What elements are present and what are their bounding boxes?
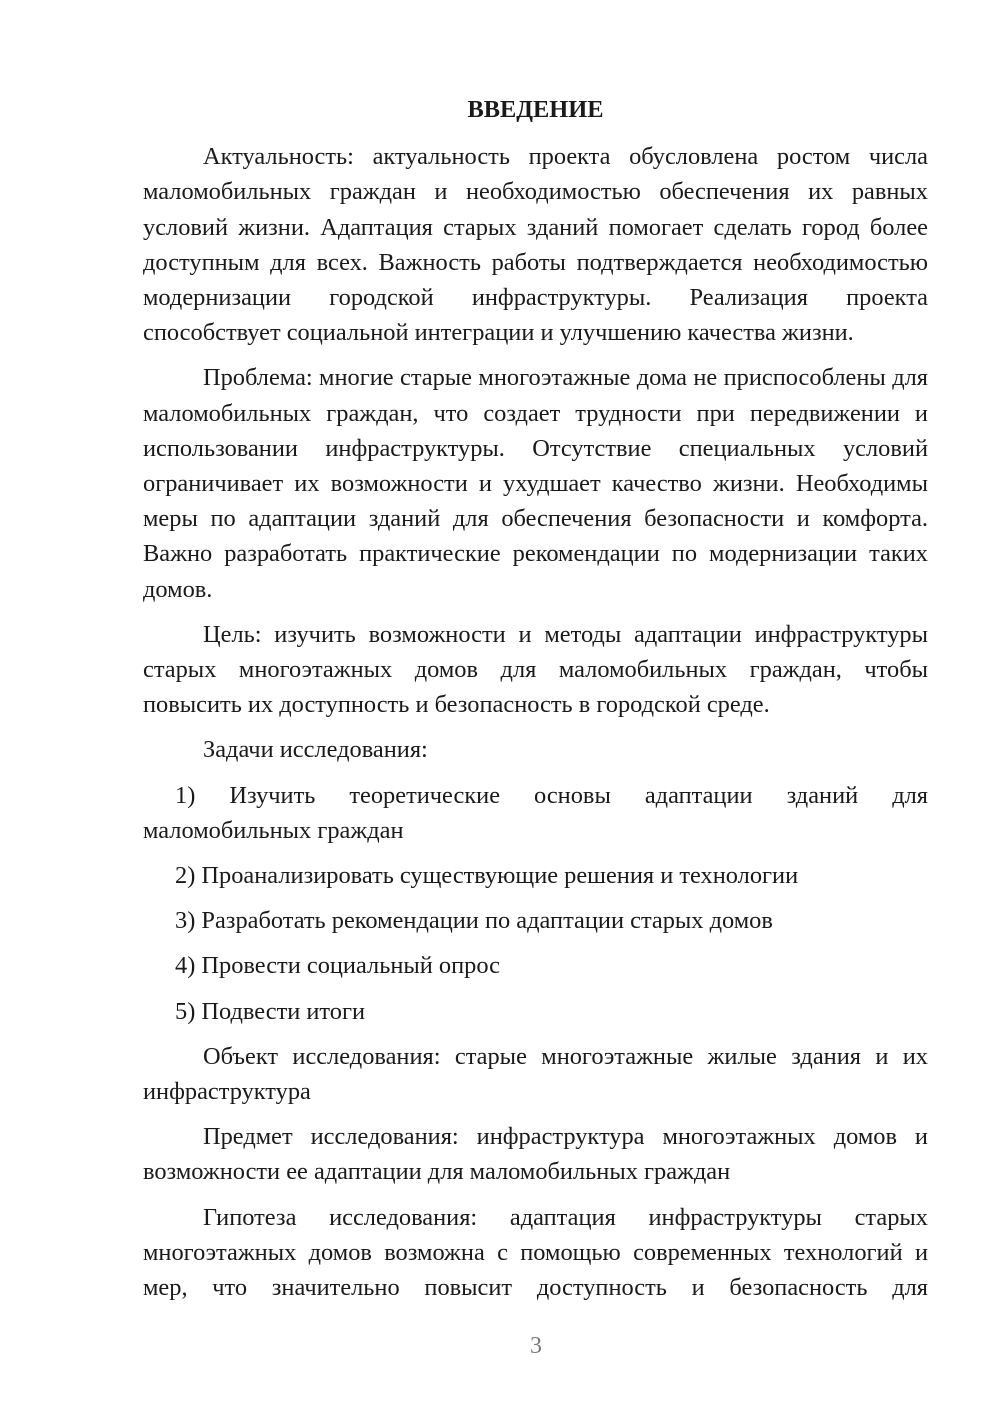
page-number: 3 [530, 1333, 542, 1359]
tasks-heading: Задачи исследования: [203, 736, 428, 764]
relevance-paragraph: Актуальность: актуальность проекта обусловлена ростом числа маломобильных граждан и необходимостью обеспечения их равных условий жизни. Адаптация старых зданий помогает сделать город более доступным для всех. Важность работы подтверждается необходимостью модернизации городской инфраструктуры. Реализация проекта способствует социальной интеграции и улучшению качества жизни. [143, 143, 928, 347]
task-item-5: 5) Подвести итоги [175, 997, 366, 1025]
problem-paragraph: Проблема: многие старые многоэтажные дома не приспособлены для маломобильных граждан, что создает трудности при передвижении и использовании инфраструктуры. Отсутствие специальных условий ограничивает их возможности и ухудшает качество жизни. Необходимы меры по адаптации зданий для обеспечения безопасности и комфорта. Важно разработать практические рекомендации по модернизации таких домов. [143, 364, 928, 603]
task-item-2: 2) Проанализировать существующие решения и технологии [175, 862, 799, 890]
task-item-3: 3) Разработать рекомендации по адаптации старых домов [175, 907, 773, 935]
object-paragraph: Объект исследования: старые многоэтажные жилые здания и их инфраструктура [143, 1042, 928, 1106]
section-title: ВВЕДЕНИЕ [467, 96, 604, 123]
hypothesis-paragraph: Гипотеза исследования: адаптация инфраструктуры старых многоэтажных домов возможна с помощью современных технологий и мер, что значительно повысит доступность и безопасность для [143, 1203, 928, 1302]
goal-paragraph: Цель: изучить возможности и методы адаптации инфраструктуры старых многоэтажных домов для маломобильных граждан, чтобы повысить их доступность и безопасность в городской среде. [143, 620, 928, 719]
page-content [143, 92, 928, 1315]
task-item-4: 4) Провести социальный опрос [175, 952, 500, 980]
task-item-1: 1) Изучить теоретические основы адаптации зданий для маломобильных граждан [143, 781, 928, 844]
subject-paragraph: Предмет исследования: инфраструктура многоэтажных домов и возможности ее адаптации для маломобильных граждан [143, 1123, 928, 1186]
